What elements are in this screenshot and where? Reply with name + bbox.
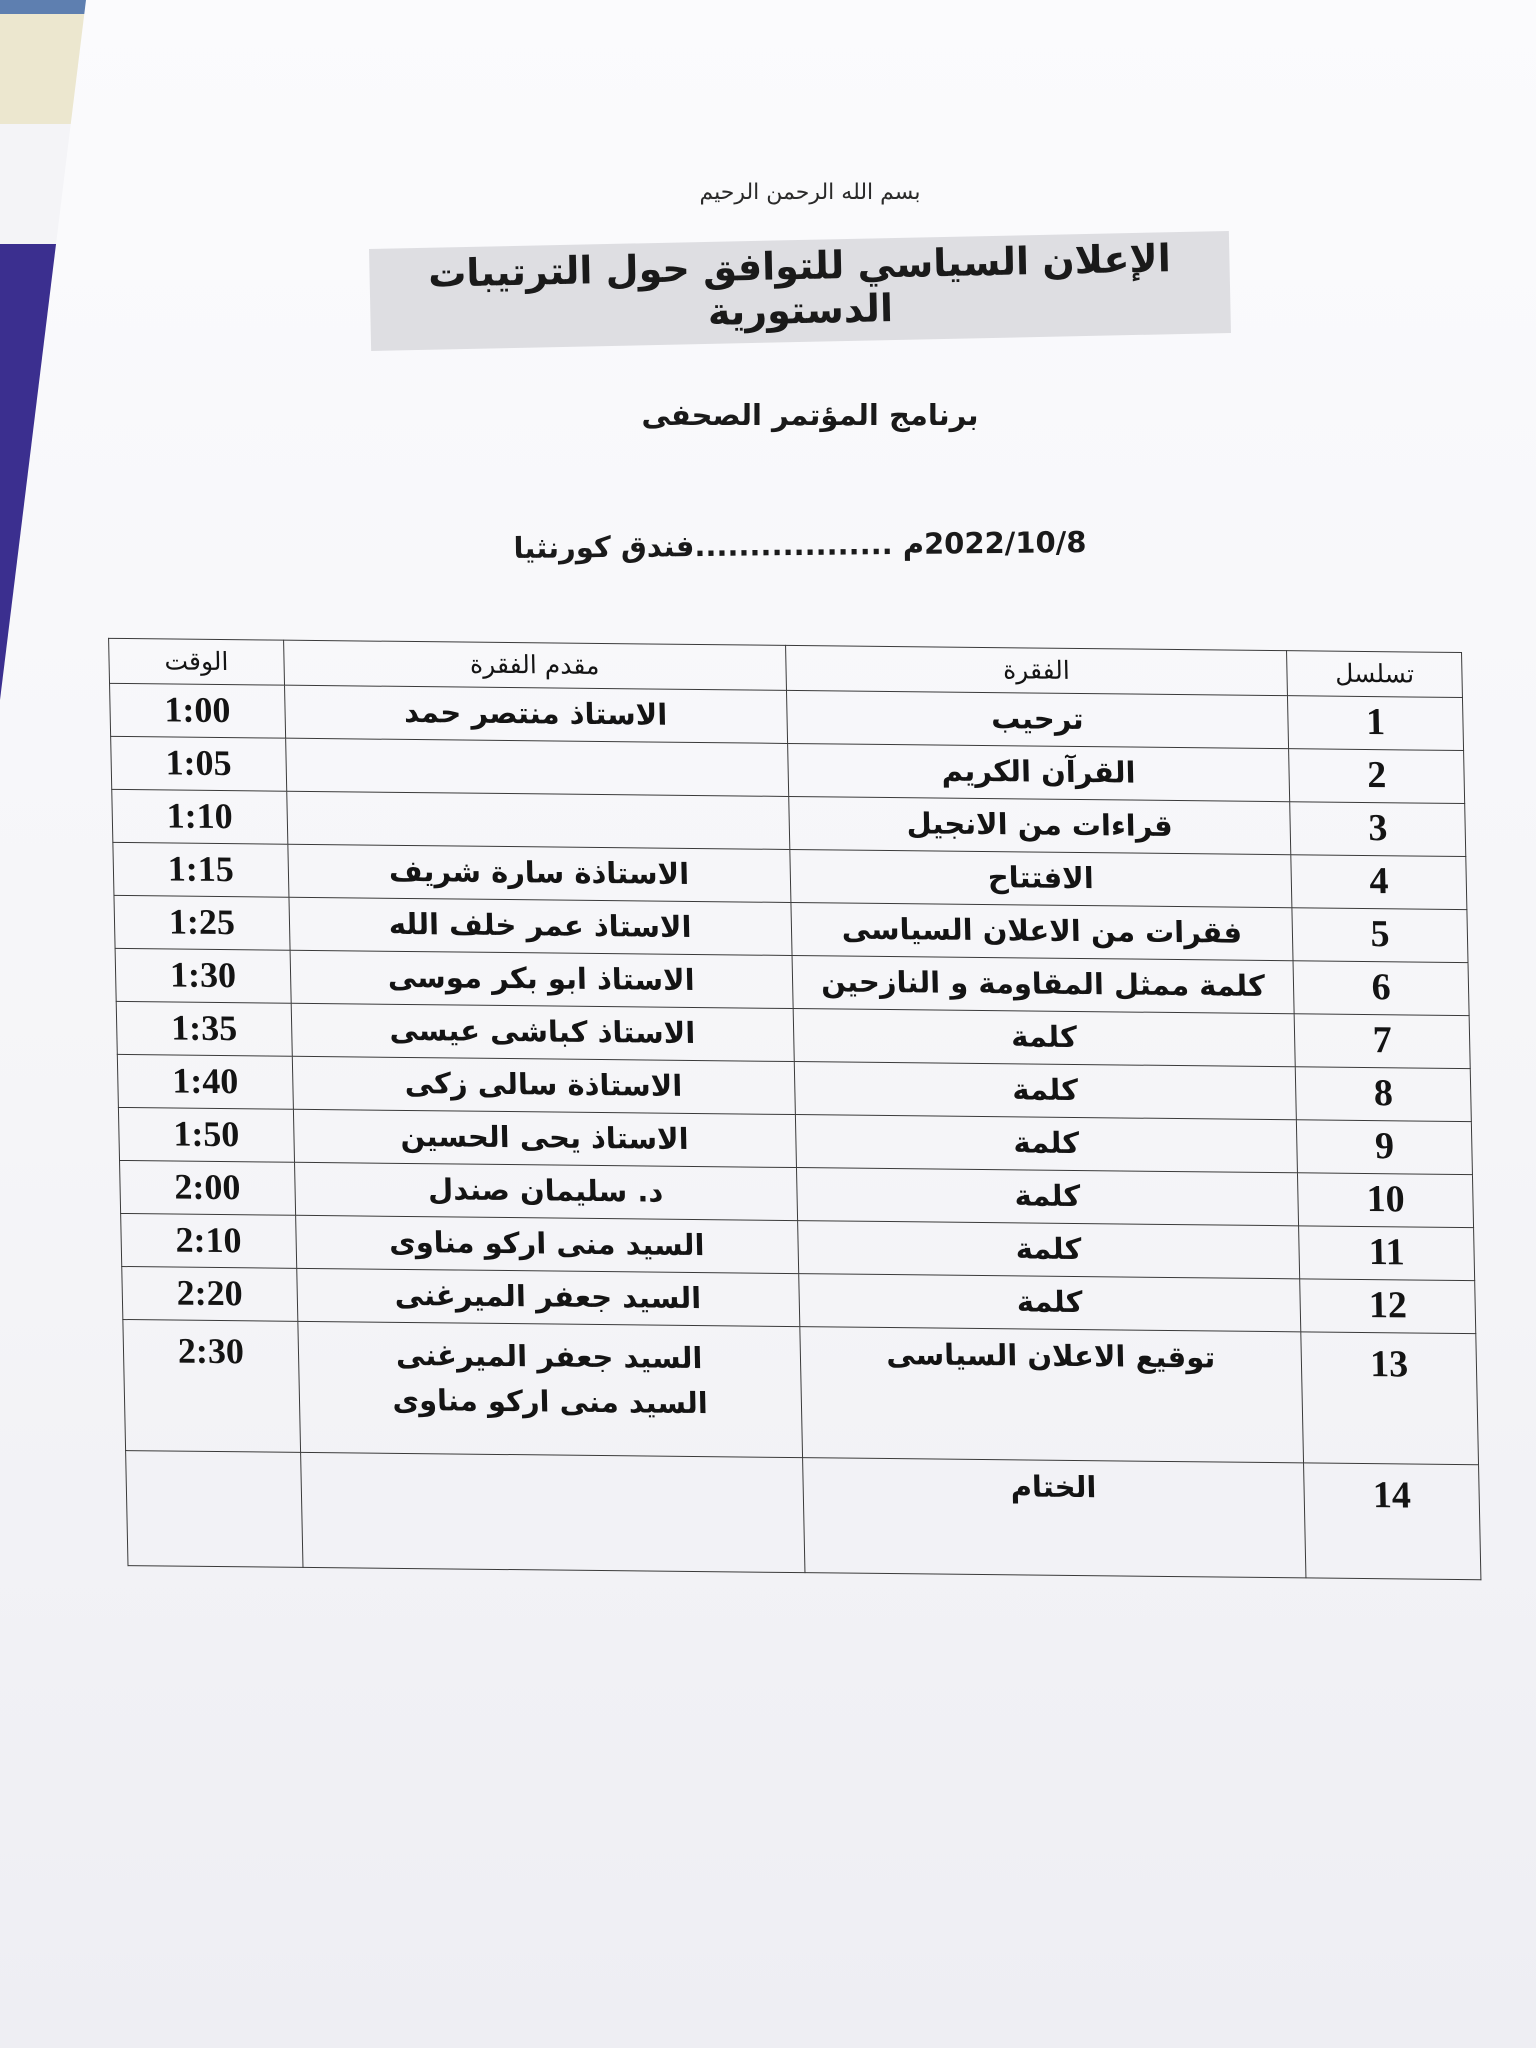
table-row [123, 1320, 1479, 1465]
program-table-wrapper [108, 638, 1481, 1580]
cell-presenter [285, 738, 788, 796]
cell-time: 1:30 [115, 948, 291, 1003]
cell-presenter: الاستاذ ابو بكر موسى [290, 950, 793, 1008]
cell-presenter: الاستاذ كباشى عيسى [291, 1003, 794, 1061]
cell-time: 1:40 [117, 1054, 293, 1109]
cell-presenter: الاستاذ عمر خلف الله [289, 897, 792, 955]
cell-presenter: السيد منى اركو مناوى [295, 1215, 798, 1273]
cell-item: كلمة [794, 1062, 1297, 1120]
cell-presenter: الاستاذة سالى زكى [292, 1056, 795, 1114]
cell-presenter: الاستاذ يحى الحسين [293, 1109, 796, 1167]
cell-seq: 4 [1291, 855, 1467, 910]
cell-time: 2:30 [123, 1320, 301, 1453]
cell-seq: 2 [1289, 749, 1465, 804]
header-seq: تسلسل [1287, 651, 1463, 698]
cell-item: كلمة ممثل المقاومة و النازحين [792, 955, 1295, 1013]
cell-seq: 14 [1304, 1463, 1481, 1580]
cell-seq: 10 [1298, 1173, 1474, 1228]
document-title: الإعلان السياسي للتوافق حول الترتيبات الدستورية [369, 231, 1231, 351]
cell-seq: 6 [1293, 961, 1469, 1016]
cell-time: 2:10 [121, 1213, 297, 1268]
cell-item: كلمة [795, 1115, 1298, 1173]
basmala: بسم الله الرحمن الرحيم [699, 180, 921, 205]
cell-time: 1:00 [110, 683, 286, 738]
cell-presenter: الاستاذة سارة شريف [288, 844, 791, 902]
cell-presenter: د. سليمان صندل [294, 1162, 797, 1220]
cell-seq: 3 [1290, 802, 1466, 857]
cell-time: 1:35 [116, 1001, 292, 1056]
cell-seq: 12 [1300, 1279, 1476, 1334]
cell-item: القرآن الكريم [787, 743, 1290, 801]
cell-time: 1:25 [114, 895, 290, 950]
cell-time: 1:10 [112, 789, 288, 844]
cell-seq: 13 [1301, 1332, 1478, 1465]
document-subtitle: برنامج المؤتمر الصحفى [641, 398, 979, 432]
cell-item: الافتتاح [789, 849, 1292, 907]
cell-presenter [298, 1321, 802, 1457]
header-presenter: مقدم الفقرة [283, 640, 786, 690]
cell-time [126, 1451, 303, 1568]
cell-time: 1:50 [118, 1107, 294, 1162]
cell-time: 2:20 [122, 1266, 298, 1321]
cell-item: توقيع الاعلان السياسى [799, 1327, 1303, 1463]
cell-item: قراءات من الانجيل [788, 796, 1291, 854]
presenter-line: السيد منى اركو مناوى [392, 1382, 709, 1421]
cell-item: كلمة [798, 1274, 1301, 1332]
cell-item: الختام [802, 1458, 1306, 1578]
cell-item: ترحيب [786, 690, 1289, 748]
cell-presenter [300, 1452, 804, 1572]
header-item: الفقرة [785, 645, 1288, 695]
cell-presenter [287, 791, 790, 849]
cell-presenter: السيد جعفر الميرغنى [296, 1268, 799, 1326]
cell-time: 1:05 [111, 736, 287, 791]
header-time: الوقت [109, 638, 285, 685]
presenter-line: السيد جعفر الميرغنى [395, 1337, 703, 1376]
cell-seq: 9 [1297, 1120, 1473, 1175]
program-table [108, 638, 1481, 1580]
cell-time: 2:00 [120, 1160, 296, 1215]
cell-presenter: الاستاذ منتصر حمد [284, 685, 787, 743]
cell-item: فقرات من الاعلان السياسى [790, 902, 1293, 960]
cell-item: كلمة [797, 1221, 1300, 1279]
cell-seq: 11 [1299, 1226, 1475, 1281]
date-venue-line: 2022/10/8م ..................فندق كورنثيا [513, 525, 1087, 565]
cell-seq: 1 [1288, 696, 1464, 751]
table-row [126, 1451, 1481, 1580]
cell-item: كلمة [796, 1168, 1299, 1226]
cell-seq: 8 [1296, 1067, 1472, 1122]
cell-item: كلمة [793, 1009, 1296, 1067]
cell-seq: 7 [1294, 1014, 1470, 1069]
cell-seq: 5 [1292, 908, 1468, 963]
cell-time: 1:15 [113, 842, 289, 897]
